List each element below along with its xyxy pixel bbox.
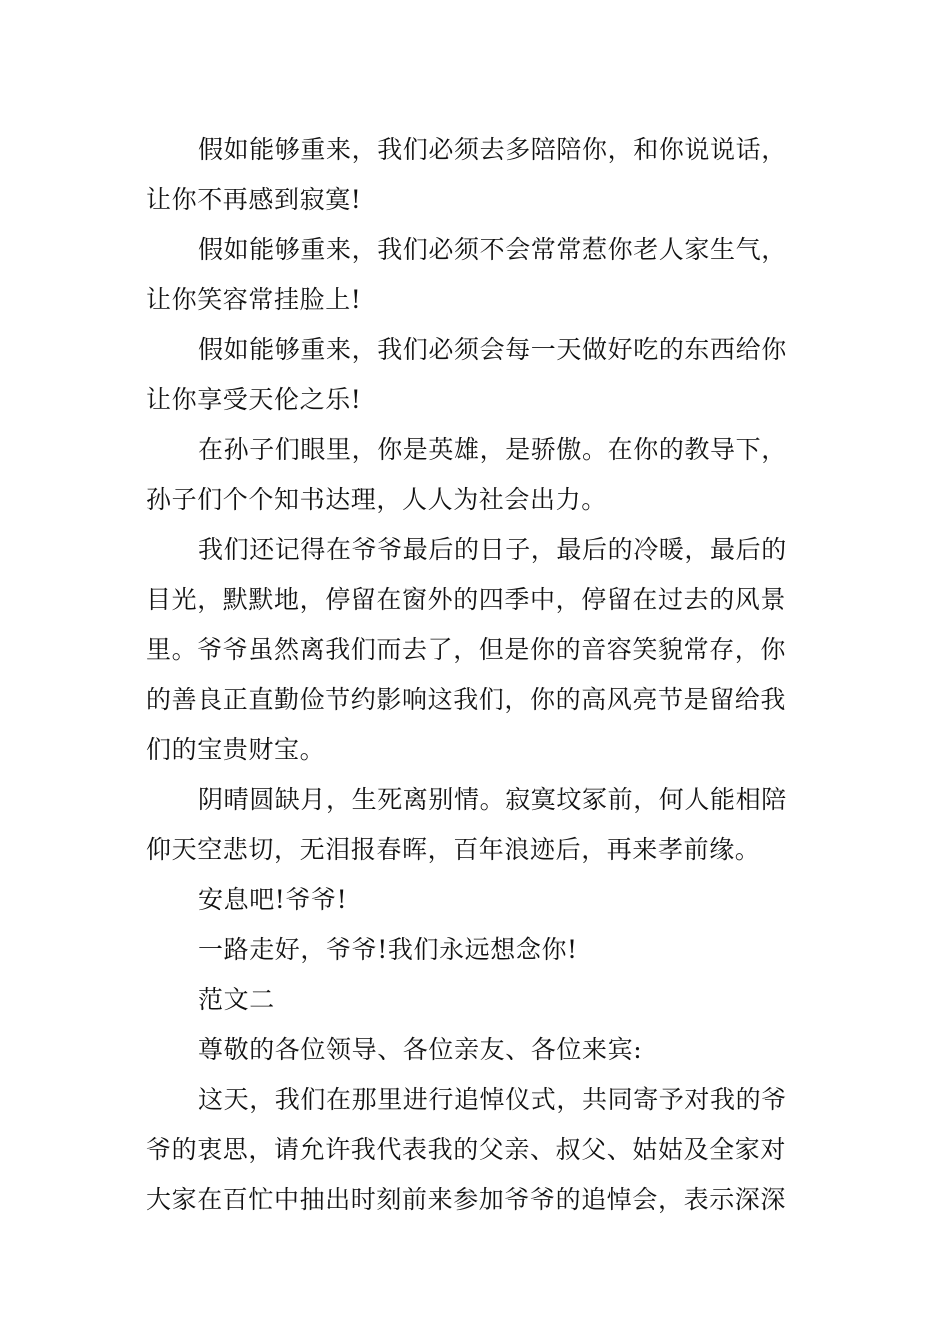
text-line: 里。爷爷虽然离我们而去了，但是你的音容笑貌常存，你 xyxy=(146,635,787,664)
paragraph-2 xyxy=(146,225,810,325)
text-line: 的善良正直勤俭节约影响这我们，你的高风亮节是留给我 xyxy=(146,685,787,714)
text-line: 让你笑容常挂脸上! xyxy=(146,285,362,314)
text-line: 我们还记得在爷爷最后的日子，最后的冷暖，最后的 xyxy=(198,535,787,564)
text-line: 假如能够重来，我们必须去多陪陪你，和你说说话， xyxy=(198,135,787,164)
text-line: 爷的衷思，请允许我代表我的父亲、叔父、姑姑及全家对 xyxy=(146,1135,787,1164)
text-line: 让你不再感到寂寞! xyxy=(146,185,362,214)
text-line: 孙子们个个知书达理，人人为社会出力。 xyxy=(146,485,607,514)
paragraph-1 xyxy=(146,125,810,225)
text-line: 阴晴圆缺月，生死离别情。寂寞坟冢前，何人能相陪 xyxy=(198,785,787,814)
text-line: 安息吧!爷爷! xyxy=(198,885,348,914)
text-line: 这天，我们在那里进行追悼仪式，共同寄予对我的爷 xyxy=(198,1085,787,1114)
paragraph-4 xyxy=(146,425,810,525)
paragraph-5 xyxy=(146,525,810,775)
paragraph-3 xyxy=(146,325,810,425)
section-heading xyxy=(146,975,810,1025)
paragraph-6 xyxy=(146,775,810,875)
paragraph-7 xyxy=(146,875,810,925)
paragraph-9 xyxy=(146,1075,810,1225)
text-line: 假如能够重来，我们必须不会常常惹你老人家生气， xyxy=(198,235,787,264)
salutation xyxy=(146,1025,810,1075)
text-line: 尊敬的各位领导、各位亲友、各位来宾: xyxy=(198,1035,643,1064)
text-line: 们的宝贵财宝。 xyxy=(146,735,326,764)
text-line: 大家在百忙中抽出时刻前来参加爷爷的追悼会，表示深深 xyxy=(146,1185,787,1214)
text-line: 仰天空悲切，无泪报春晖，百年浪迹后，再来孝前缘。 xyxy=(146,835,761,864)
text-line: 一路走好，爷爷!我们永远想念你! xyxy=(198,935,578,964)
text-line: 让你享受天伦之乐! xyxy=(146,385,362,414)
text-line: 在孙子们眼里，你是英雄，是骄傲。在你的教导下， xyxy=(198,435,787,464)
text-line: 假如能够重来，我们必须会每一天做好吃的东西给你 xyxy=(198,335,787,364)
text-line: 目光，默默地，停留在窗外的四季中，停留在过去的风景 xyxy=(146,585,787,614)
document-body xyxy=(146,125,810,1225)
text-line: 范文二 xyxy=(198,985,275,1014)
paragraph-8 xyxy=(146,925,810,975)
